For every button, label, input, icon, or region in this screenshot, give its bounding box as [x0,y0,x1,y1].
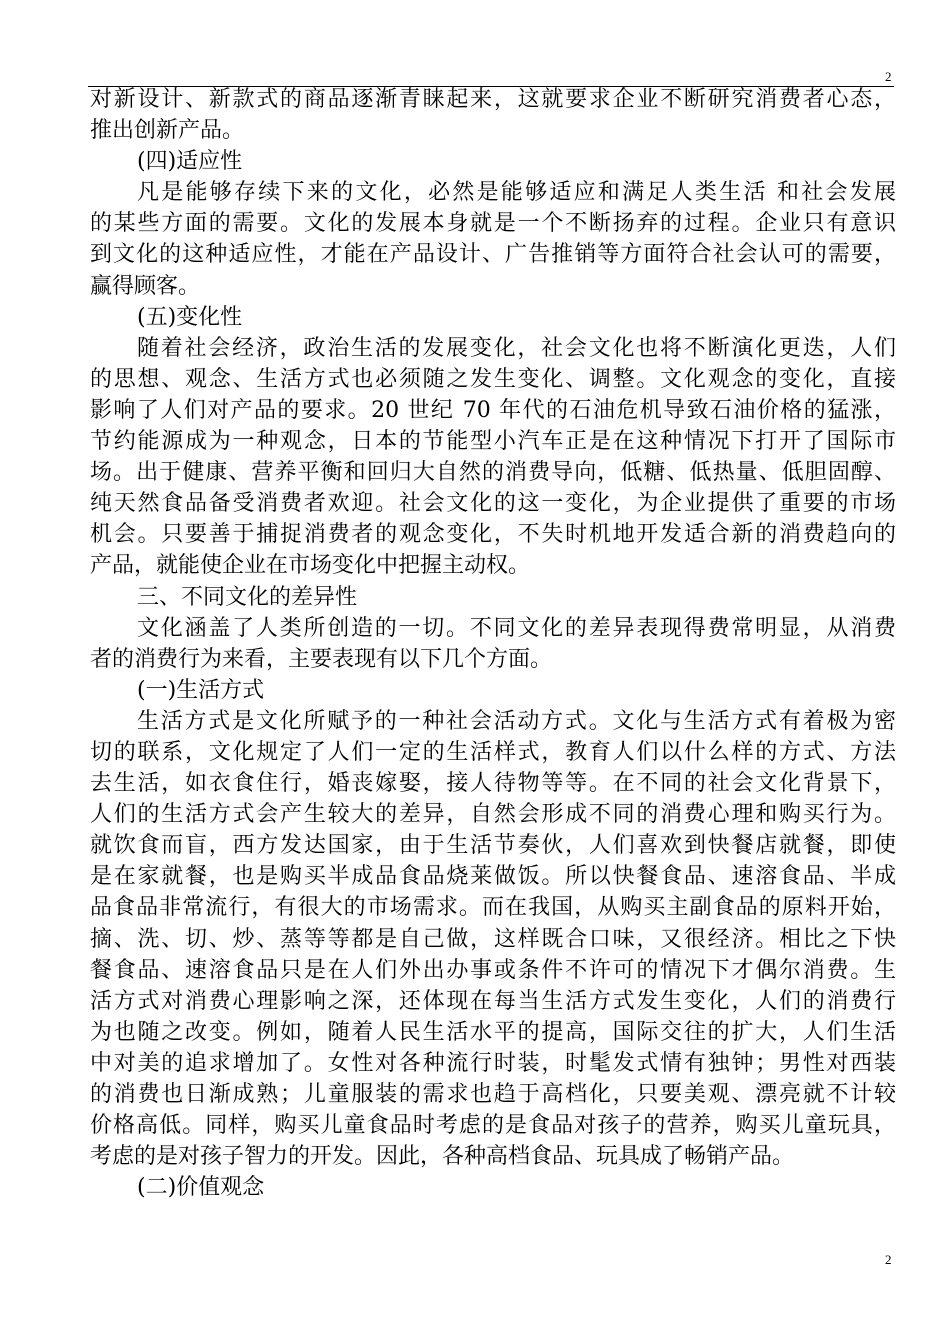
text-line: 的某些方面的需要。文化的发展本身就是一个不断扬弃的过程。企业只有意识 [90,211,896,237]
text-line: 纯天然食品备受消费者欢迎。社会文化的这一变化，为企业提供了重要的市场 [90,491,896,517]
text-line: 餐食品、速溶食品只是在人们外出办事或条件不许可的情况下才偶尔消费。生 [90,957,896,983]
text-line: 活方式对消费心理影响之深，还体现在每当生活方式发生变化，人们的消费行 [90,988,896,1014]
text-line: 随着社会经济，政治生活的发展变化，社会文化也将不断演化更迭，人们 [137,335,896,361]
text-line: 是在家就餐，也是购买半成品食品烧莱做饭。所以快餐食品、速溶食品、半成 [90,864,896,890]
text-line: 三、不同文化的差异性 [137,584,358,610]
text-line: 中对美的追求增加了。女性对各种流行时装，时髦发式情有独钟；男性对西装 [90,1050,896,1076]
text-line: 生活方式是文化所赋予的一种社会活动方式。文化与生活方式有着极为密 [137,708,896,734]
footer-page-number: 2 [885,1252,892,1267]
text-line: 推出创新产品。 [90,118,245,144]
text-line: 场。出于健康、营养平衡和回归大自然的消费导向，低糖、低热量、低胆固醇、 [90,460,896,486]
text-line: 价格高低。同样，购买儿童食品时考虑的是食品对孩子的营养，购买儿童玩具， [90,1113,896,1139]
text-line: 的思想、观念、生活方式也必须随之发生变化、调整。文化观念的变化，直接 [90,366,896,392]
text-line: 凡是能够存续下来的文化，必然是能够适应和满足人类生活 和社会发展 [137,180,896,206]
text-line: 摘、洗、切、炒、蒸等等都是自己做，这样既合口味，又很经济。相比之下快 [90,926,896,952]
text-line: 切的联系，文化规定了人们一定的生活样式，教育人们以什么样的方式、方法 [90,739,896,765]
text-line: 就饮食而盲，西方发达国家，由于生活节奏伙，人们喜欢到快餐店就餐，即使 [90,833,896,859]
text-line: 赢得顾客。 [90,273,201,299]
text-line: 者的消费行为来看，主要表现有以下几个方面。 [90,646,553,672]
text-line: 影响了人们对产品的要求。20 世纪 70 年代的石油危机导致石油价格的猛涨， [90,397,896,423]
text-line: 节约能源成为一种观念，日本的节能型小汽车正是在这种情况下打开了国际市 [90,429,896,455]
text-line: (五)变化性 [137,304,243,330]
text-line: 机会。只要善于捕捉消费者的观念变化，不失时机地开发适合新的消费趋向的 [90,522,896,548]
text-line: (四)适应性 [137,149,243,175]
text-line: 到文化的这种适应性，才能在产品设计、广告推销等方面符合社会认可的需要， [90,242,896,268]
text-line: 文化涵盖了人类所创造的一切。不同文化的差异表现得费常明显，从消费 [137,615,896,641]
document-body [90,84,896,1203]
text-line: (一)生活方式 [137,677,265,703]
header-page-number: 2 [885,69,892,84]
text-line: 考虑的是对孩子智力的开发。因此，各种高档食品、玩具成了畅销产品。 [90,1144,795,1170]
text-line: 去生活，如衣食住行，婚丧嫁娶，接人待物等等。在不同的社会文化背景下， [90,771,896,797]
text-line: (二)价值观念 [137,1175,265,1201]
text-line: 对新设计、新款式的商品逐渐青睐起来，这就要求企业不断研究消费者心态， [90,87,896,112]
text-line: 品食品非常流行，有很大的市场需求。而在我国，从购买主副食品的原料开始， [90,895,896,921]
text-line: 为也随之改变。例如，随着人民生活水平的提高，国际交往的扩大，人们生活 [90,1019,896,1045]
text-line: 人们的生活方式会产生较大的差异，自然会形成不同的消费心理和购买行为。 [90,802,896,828]
text-line: 产品，就能使企业在市场变化中把握主动权。 [90,553,531,579]
text-line: 的消费也日渐成熟；儿童服装的需求也趋于高档化，只要美观、漂亮就不计较 [90,1082,896,1107]
